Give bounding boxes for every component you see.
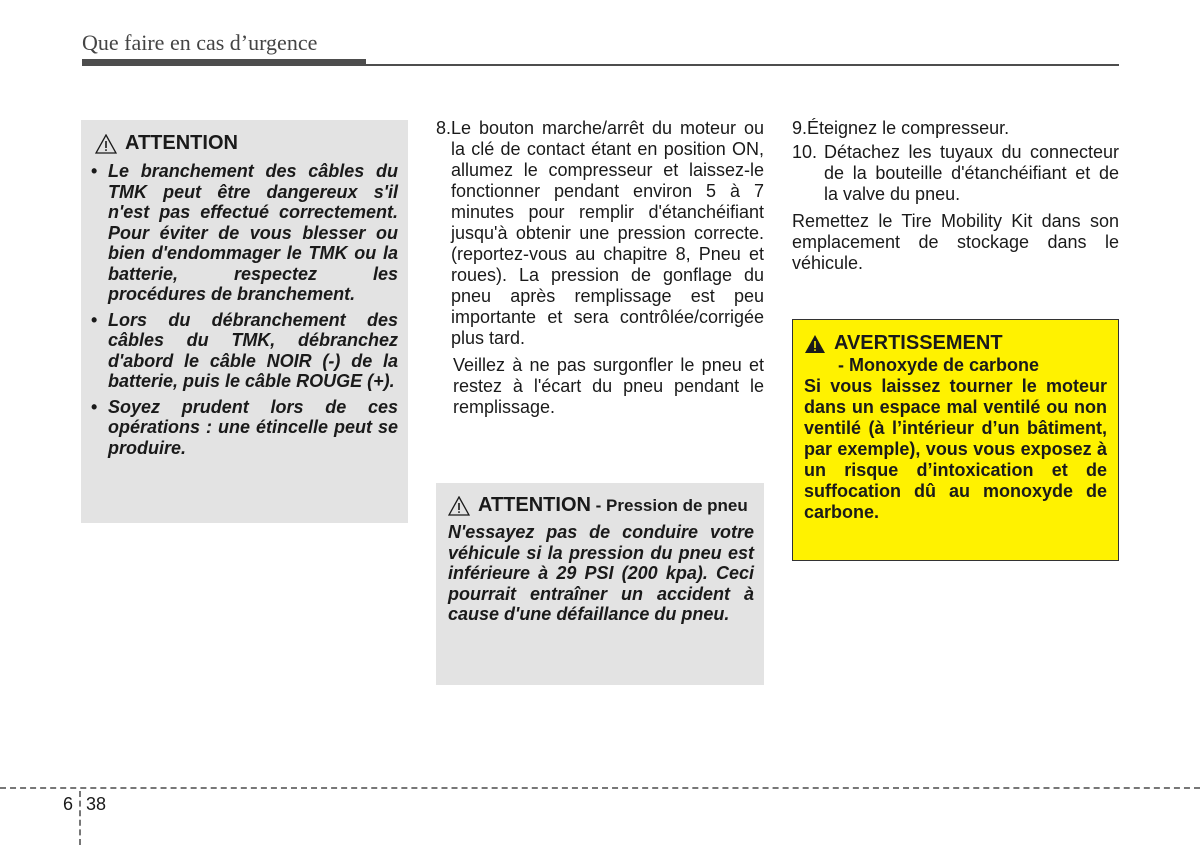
step-9 (792, 118, 1119, 139)
list-item: • Lors du débranchement des câbles du TMK, débranchez d'abord le câble NOIR (-) de la batterie, puis le câble ROUGE (+). (91, 310, 398, 392)
page-chapter-number: 6 (63, 794, 74, 814)
step-number: 10. (792, 142, 818, 162)
step-text: Détachez les tuyaux du connecteur de la bouteille d'étanchéifiant et de la valve du pneu. (824, 142, 1119, 204)
warning-title-text: AVERTISSEMENT (834, 332, 1003, 354)
pressure-box-title (448, 494, 754, 518)
step-number: 9. (792, 118, 808, 138)
warning-triangle-icon (448, 496, 470, 516)
warning-triangle-icon (804, 334, 826, 354)
middle-column (436, 118, 764, 418)
header-rule-thick (82, 59, 366, 66)
page-header-title: Que faire en cas d’urgence (82, 30, 318, 55)
warning-subtitle: - Monoxyde de carbone (838, 355, 1040, 375)
pressure-title-main: ATTENTION (478, 494, 591, 516)
warning-box-title (804, 332, 1107, 355)
warning-box-carbon-monoxide (792, 319, 1119, 561)
storage-paragraph: Remettez le Tire Mobility Kit dans son emplacement de stockage dans le véhicule. (792, 211, 1119, 273)
attention-box-title (95, 132, 398, 155)
page-number: 38 (86, 794, 107, 814)
header-rule-thin (366, 64, 1119, 66)
step-text: Le bouton marche/arrêt du moteur ou la clé de contact étant en position ON, allumez le compresseur et laissez-le fonctionner pendant environ 5 à 7 minutes pour remplir d'étanchéifiant jusqu'à obtenir une pression correcte. (reportez-vous au chapitre 8, Pneu et roues). La pression de gonflage du pneu après remplissage est peu importante et sera contrôlée/corrigée plus tard. (451, 118, 764, 348)
step-number: 8. (436, 118, 452, 138)
step-10 (792, 142, 1119, 205)
pressure-box-body: N'essayez pas de conduire votre véhicule si la pression du pneu est inférieure à 29 PSI (200 kpa). Ceci pourrait entraîner un accident à cause d'une défaillance du pneu. (448, 522, 754, 624)
attention-box-left (81, 120, 408, 523)
list-item: • Soyez prudent lors de ces opérations : une étincelle peut se produire. (91, 397, 398, 459)
pressure-title-suffix: - Pression de pneu (590, 496, 748, 515)
attention-title-text: ATTENTION (125, 132, 238, 154)
step-text: Éteignez le compresseur. (807, 118, 1010, 138)
attention-bullet-list (91, 161, 398, 458)
overinflate-note: Veillez à ne pas surgonfler le pneu et restez à l'écart du pneu pendant le remplissage. (453, 355, 764, 417)
list-item: • Le branchement des câbles du TMK peut être dangereux s'il n'est pas effectué correctement. Pour éviter de vous blesser ou bien d'endommager le TMK ou la batterie, respectez les procédures de branchement. (91, 161, 398, 305)
step-8 (436, 118, 764, 349)
warning-body: Si vous laissez tourner le moteur dans un espace mal ventilé ou non ventilé (à l’intérieur d’un bâtiment, par exemple), vous vous exposez à un risque d’intoxication et de suffocation dû au monoxyde de carbone. (804, 376, 1107, 522)
attention-box-pressure (436, 483, 764, 685)
warning-triangle-icon (95, 134, 117, 154)
right-column (792, 118, 1119, 274)
footer-dashed-divider (79, 791, 81, 845)
footer-dashed-rule (0, 787, 1200, 789)
